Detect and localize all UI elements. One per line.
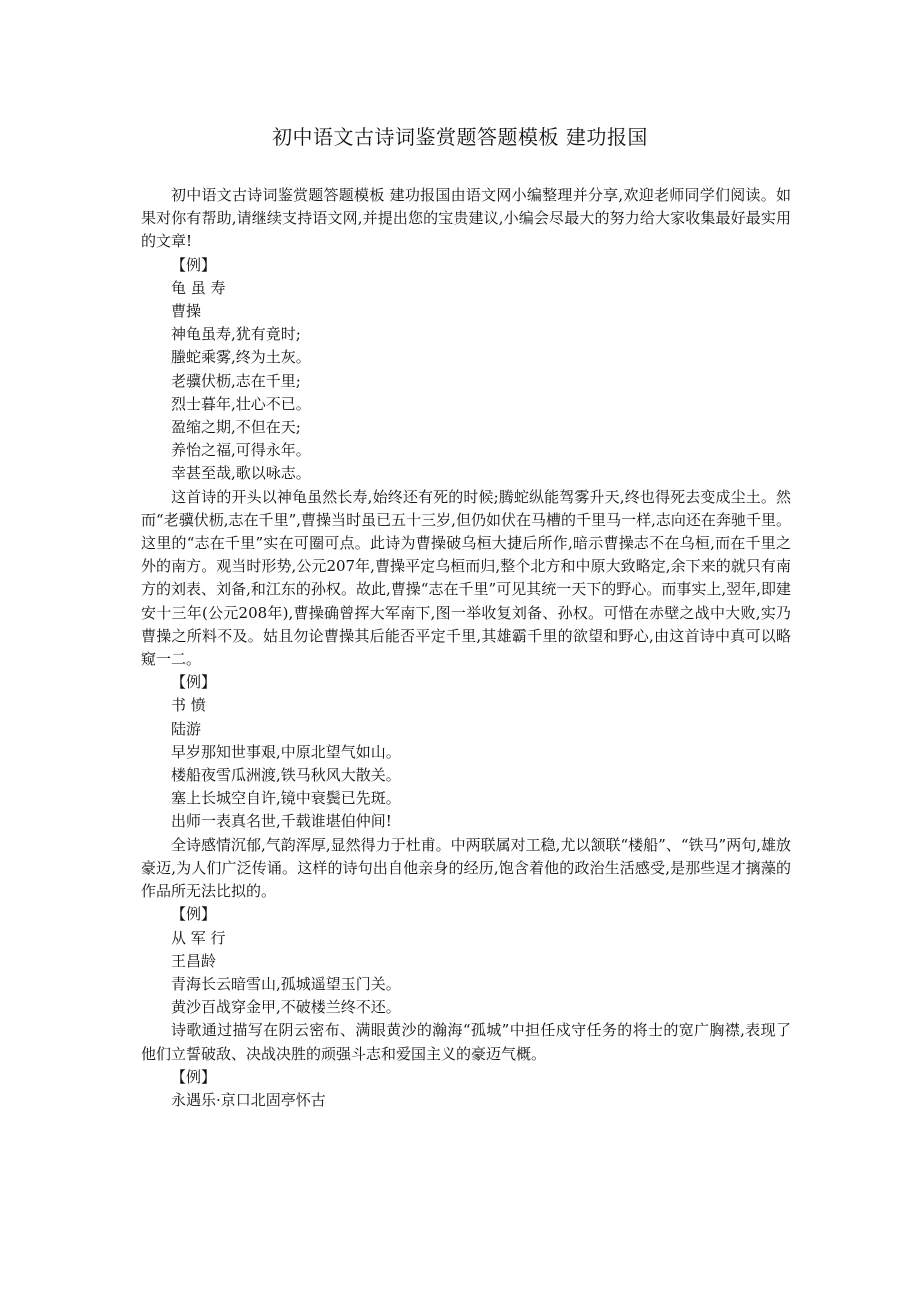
- poem-line: 神龟虽寿,犹有竟时;: [171, 325, 301, 344]
- poem-line: 楼船夜雪瓜洲渡,铁马秋风大散关。: [171, 766, 401, 785]
- document-body: [141, 184, 791, 1112]
- analysis-paragraph: 诗歌通过描写在阴云密布、满眼黄沙的瀚海“孤城”中担任戍守任务的将士的宽广胸襟,表现了他们立誓破敌、决战决胜的顽强斗志和爱国主义的豪迈气概。: [141, 1021, 791, 1063]
- poem-line: 青海长云暗雪山,孤城遥望玉门关。: [171, 974, 401, 993]
- example-label: 【例】: [171, 255, 217, 274]
- poem-line: 螣蛇乘雾,终为土灰。: [171, 348, 311, 367]
- poem-line: 黄沙百战穿金甲,不破楼兰终不还。: [171, 998, 401, 1017]
- document-title: 初中语文古诗词鉴赏题答题模板 建功报国: [272, 125, 648, 149]
- poem-line: 盈缩之期,不但在天;: [171, 418, 301, 437]
- example-label: 【例】: [171, 673, 217, 692]
- analysis-paragraph: 这首诗的开头以神龟虽然长寿,始终还有死的时候;腾蛇纵能驾雾升天,终也得死去变成尘土。然而“老骥伏枥,志在千里”,曹操当时虽已五十三岁,但仍如伏在马槽的千里马一样,志向还在奔驰千里。这里的“志在千里”实在可圈可点。此诗为曹操破乌桓大捷后所作,暗示曹操志不在乌桓,而在千里之外的南方。观当时形势,公元207年,曹操平定乌桓而归,整个北方和中原大致略定,余下来的就只有南方的刘表、刘备,和江东的孙权。故此,曹操“志在千里”可见其统一天下的野心。而事实上,翌年,即建安十三年(公元208年),曹操确曾挥大军南下,图一举收复刘备、孙权。可惜在赤壁之战中大败,实乃曹操之所料不及。姑且勿论曹操其后能否平定千里,其雄霸千里的欲望和野心,由这首诗中真可以略窥一二。: [141, 487, 791, 669]
- poem-line: 养怡之福,可得永年。: [171, 441, 311, 460]
- poem-author: 曹操: [171, 302, 202, 321]
- poem-title: 从 军 行: [171, 928, 226, 947]
- analysis-paragraph: 全诗感情沉郁,气韵浑厚,显然得力于杜甫。中两联属对工稳,尤以颔联“楼船”、“铁马”两句,雄放豪迈,为人们广泛传诵。这样的诗句出自他亲身的经历,饱含着他的政治生活感受,是那些逞才摛藻的作品所无法比拟的。: [141, 835, 791, 901]
- intro-paragraph: 初中语文古诗词鉴赏题答题模板 建功报国由语文网小编整理并分享,欢迎老师同学们阅读。如果对你有帮助,请继续支持语文网,并提出您的宝贵建议,小编会尽最大的努力给大家收集最好最实用的文章!: [141, 186, 791, 251]
- example-label: 【例】: [171, 905, 217, 924]
- poem-title: 永遇乐·京口北固亭怀古: [171, 1090, 326, 1109]
- poem-line: 早岁那知世事艰,中原北望气如山。: [171, 742, 401, 761]
- poem-line: 塞上长城空自许,镜中衰鬓已先斑。: [171, 789, 401, 808]
- example-label: 【例】: [171, 1067, 217, 1086]
- poem-title: 书 愤: [171, 696, 206, 715]
- poem-line: 老骥伏枥,志在千里;: [171, 371, 301, 390]
- poem-line: 出师一表真名世,千载谁堪伯仲间!: [171, 812, 392, 831]
- poem-title: 龟 虽 寿: [171, 278, 226, 297]
- poem-line: 烈士暮年,壮心不已。: [171, 394, 311, 413]
- poem-author: 王昌龄: [171, 951, 217, 970]
- poem-line: 幸甚至哉,歌以咏志。: [171, 464, 311, 483]
- poem-author: 陆游: [171, 719, 202, 738]
